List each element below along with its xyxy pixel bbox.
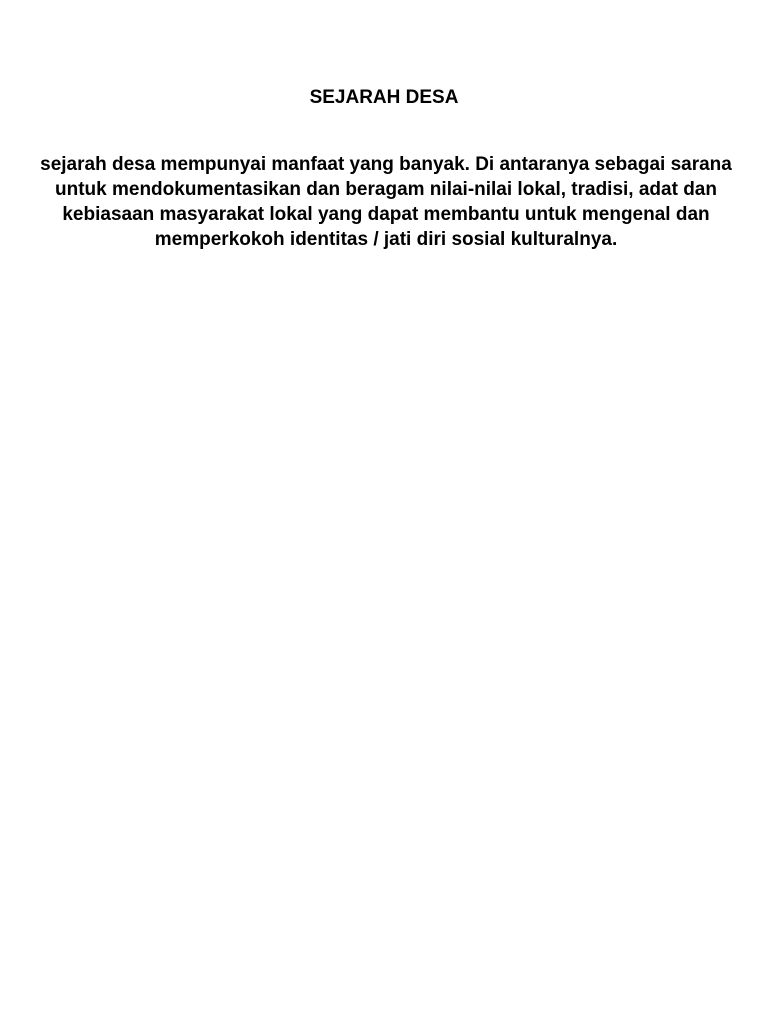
document-title: SEJARAH DESA	[309, 87, 459, 108]
document-paragraph: sejarah desa mempunyai manfaat yang banyak. Di antaranya sebagai sarana untuk mendokumentasikan dan beragam nilai-nilai lokal, tradisi, adat dan kebiasaan masyarakat lokal yang dapat membantu untuk mengenal dan memperkokoh identitas / jati diri sosial kulturalnya.	[40, 154, 732, 250]
